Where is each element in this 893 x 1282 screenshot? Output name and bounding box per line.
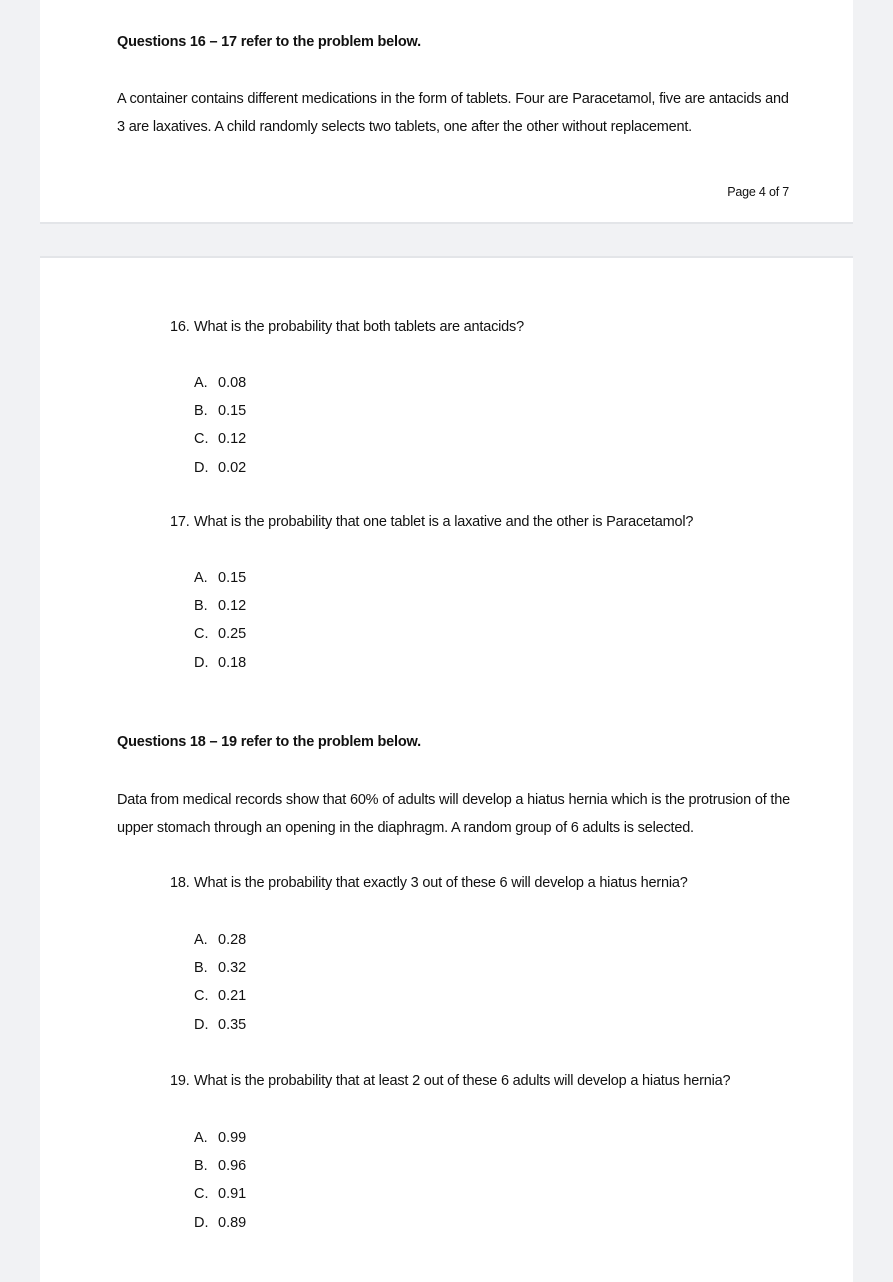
option-d[interactable] xyxy=(194,1015,246,1043)
option-letter: B. xyxy=(194,1158,208,1175)
option-value: 0.15 xyxy=(218,403,247,420)
answer-options xyxy=(194,1128,246,1241)
option-value: 0.96 xyxy=(218,1158,247,1175)
option-letter: B. xyxy=(194,403,208,420)
option-letter: C. xyxy=(194,1186,209,1203)
answer-options xyxy=(194,930,246,1043)
option-c[interactable] xyxy=(194,429,246,457)
option-letter: D. xyxy=(194,459,209,476)
option-letter: A. xyxy=(194,1130,208,1146)
question-text xyxy=(170,875,688,891)
answer-options xyxy=(194,568,246,681)
option-c[interactable] xyxy=(194,624,246,652)
question-number: 17. xyxy=(170,514,190,530)
option-letter: D. xyxy=(194,654,209,671)
option-c[interactable] xyxy=(194,1184,246,1212)
question-prompt: What is the probability that exactly 3 out of these 6 will develop a hiatus hernia? xyxy=(194,875,688,891)
option-a[interactable] xyxy=(194,1128,246,1156)
option-d[interactable] xyxy=(194,1213,246,1241)
option-value: 0.91 xyxy=(218,1186,247,1203)
option-value: 0.15 xyxy=(218,570,247,586)
option-letter: B. xyxy=(194,598,208,615)
problem-statement-16-17: A container contains different medications in the form of tablets. Four are Paracetamol, five are antacids and 3 are laxatives. A child randomly selects two tablets, one after the other without replacement. xyxy=(117,91,789,135)
option-value: 0.32 xyxy=(218,960,247,977)
option-a[interactable] xyxy=(194,373,246,401)
answer-options xyxy=(194,373,246,486)
option-value: 0.02 xyxy=(218,459,247,476)
option-b[interactable] xyxy=(194,596,246,624)
question-number: 19. xyxy=(170,1073,190,1089)
question-number: 16. xyxy=(170,319,190,335)
option-value: 0.12 xyxy=(218,431,247,448)
option-d[interactable] xyxy=(194,458,246,486)
option-a[interactable] xyxy=(194,568,246,596)
option-value: 0.18 xyxy=(218,654,247,671)
question-number: 18. xyxy=(170,875,190,891)
page-number: Page 4 of 7 xyxy=(727,185,789,199)
option-letter: A. xyxy=(194,932,208,948)
question-prompt: What is the probability that both tablets are antacids? xyxy=(194,319,524,335)
option-value: 0.99 xyxy=(218,1130,247,1146)
option-value: 0.28 xyxy=(218,932,247,948)
option-b[interactable] xyxy=(194,1156,246,1184)
option-value: 0.35 xyxy=(218,1016,247,1033)
page-5 xyxy=(40,256,853,1282)
option-c[interactable] xyxy=(194,986,246,1014)
option-letter: A. xyxy=(194,375,208,391)
option-letter: B. xyxy=(194,960,208,977)
option-letter: D. xyxy=(194,1214,209,1231)
option-letter: D. xyxy=(194,1016,209,1033)
option-value: 0.12 xyxy=(218,598,247,615)
question-prompt: What is the probability that at least 2 out of these 6 adults will develop a hiatus hernia? xyxy=(194,1073,731,1089)
option-letter: C. xyxy=(194,431,209,448)
section-heading-16-17: Questions 16 – 17 refer to the problem below. xyxy=(117,34,421,50)
option-letter: C. xyxy=(194,626,209,643)
option-value: 0.89 xyxy=(218,1214,247,1231)
option-a[interactable] xyxy=(194,930,246,958)
section-heading-18-19: Questions 18 – 19 refer to the problem below. xyxy=(117,734,421,750)
question-text xyxy=(170,514,693,530)
option-d[interactable] xyxy=(194,653,246,681)
question-text xyxy=(170,1073,730,1089)
option-value: 0.25 xyxy=(218,626,247,643)
question-text xyxy=(170,319,524,335)
option-letter: C. xyxy=(194,988,209,1005)
question-prompt: What is the probability that one tablet is a laxative and the other is Paracetamol? xyxy=(194,514,694,530)
problem-statement-18-19: Data from medical records show that 60% of adults will develop a hiatus hernia which is the protrusion of the upper stomach through an opening in the diaphragm. A random group of 6 adults is selected. xyxy=(117,792,790,836)
option-b[interactable] xyxy=(194,958,246,986)
option-letter: A. xyxy=(194,570,208,586)
option-value: 0.21 xyxy=(218,988,247,1005)
page-4 xyxy=(40,0,853,224)
option-b[interactable] xyxy=(194,401,246,429)
option-value: 0.08 xyxy=(218,375,247,391)
